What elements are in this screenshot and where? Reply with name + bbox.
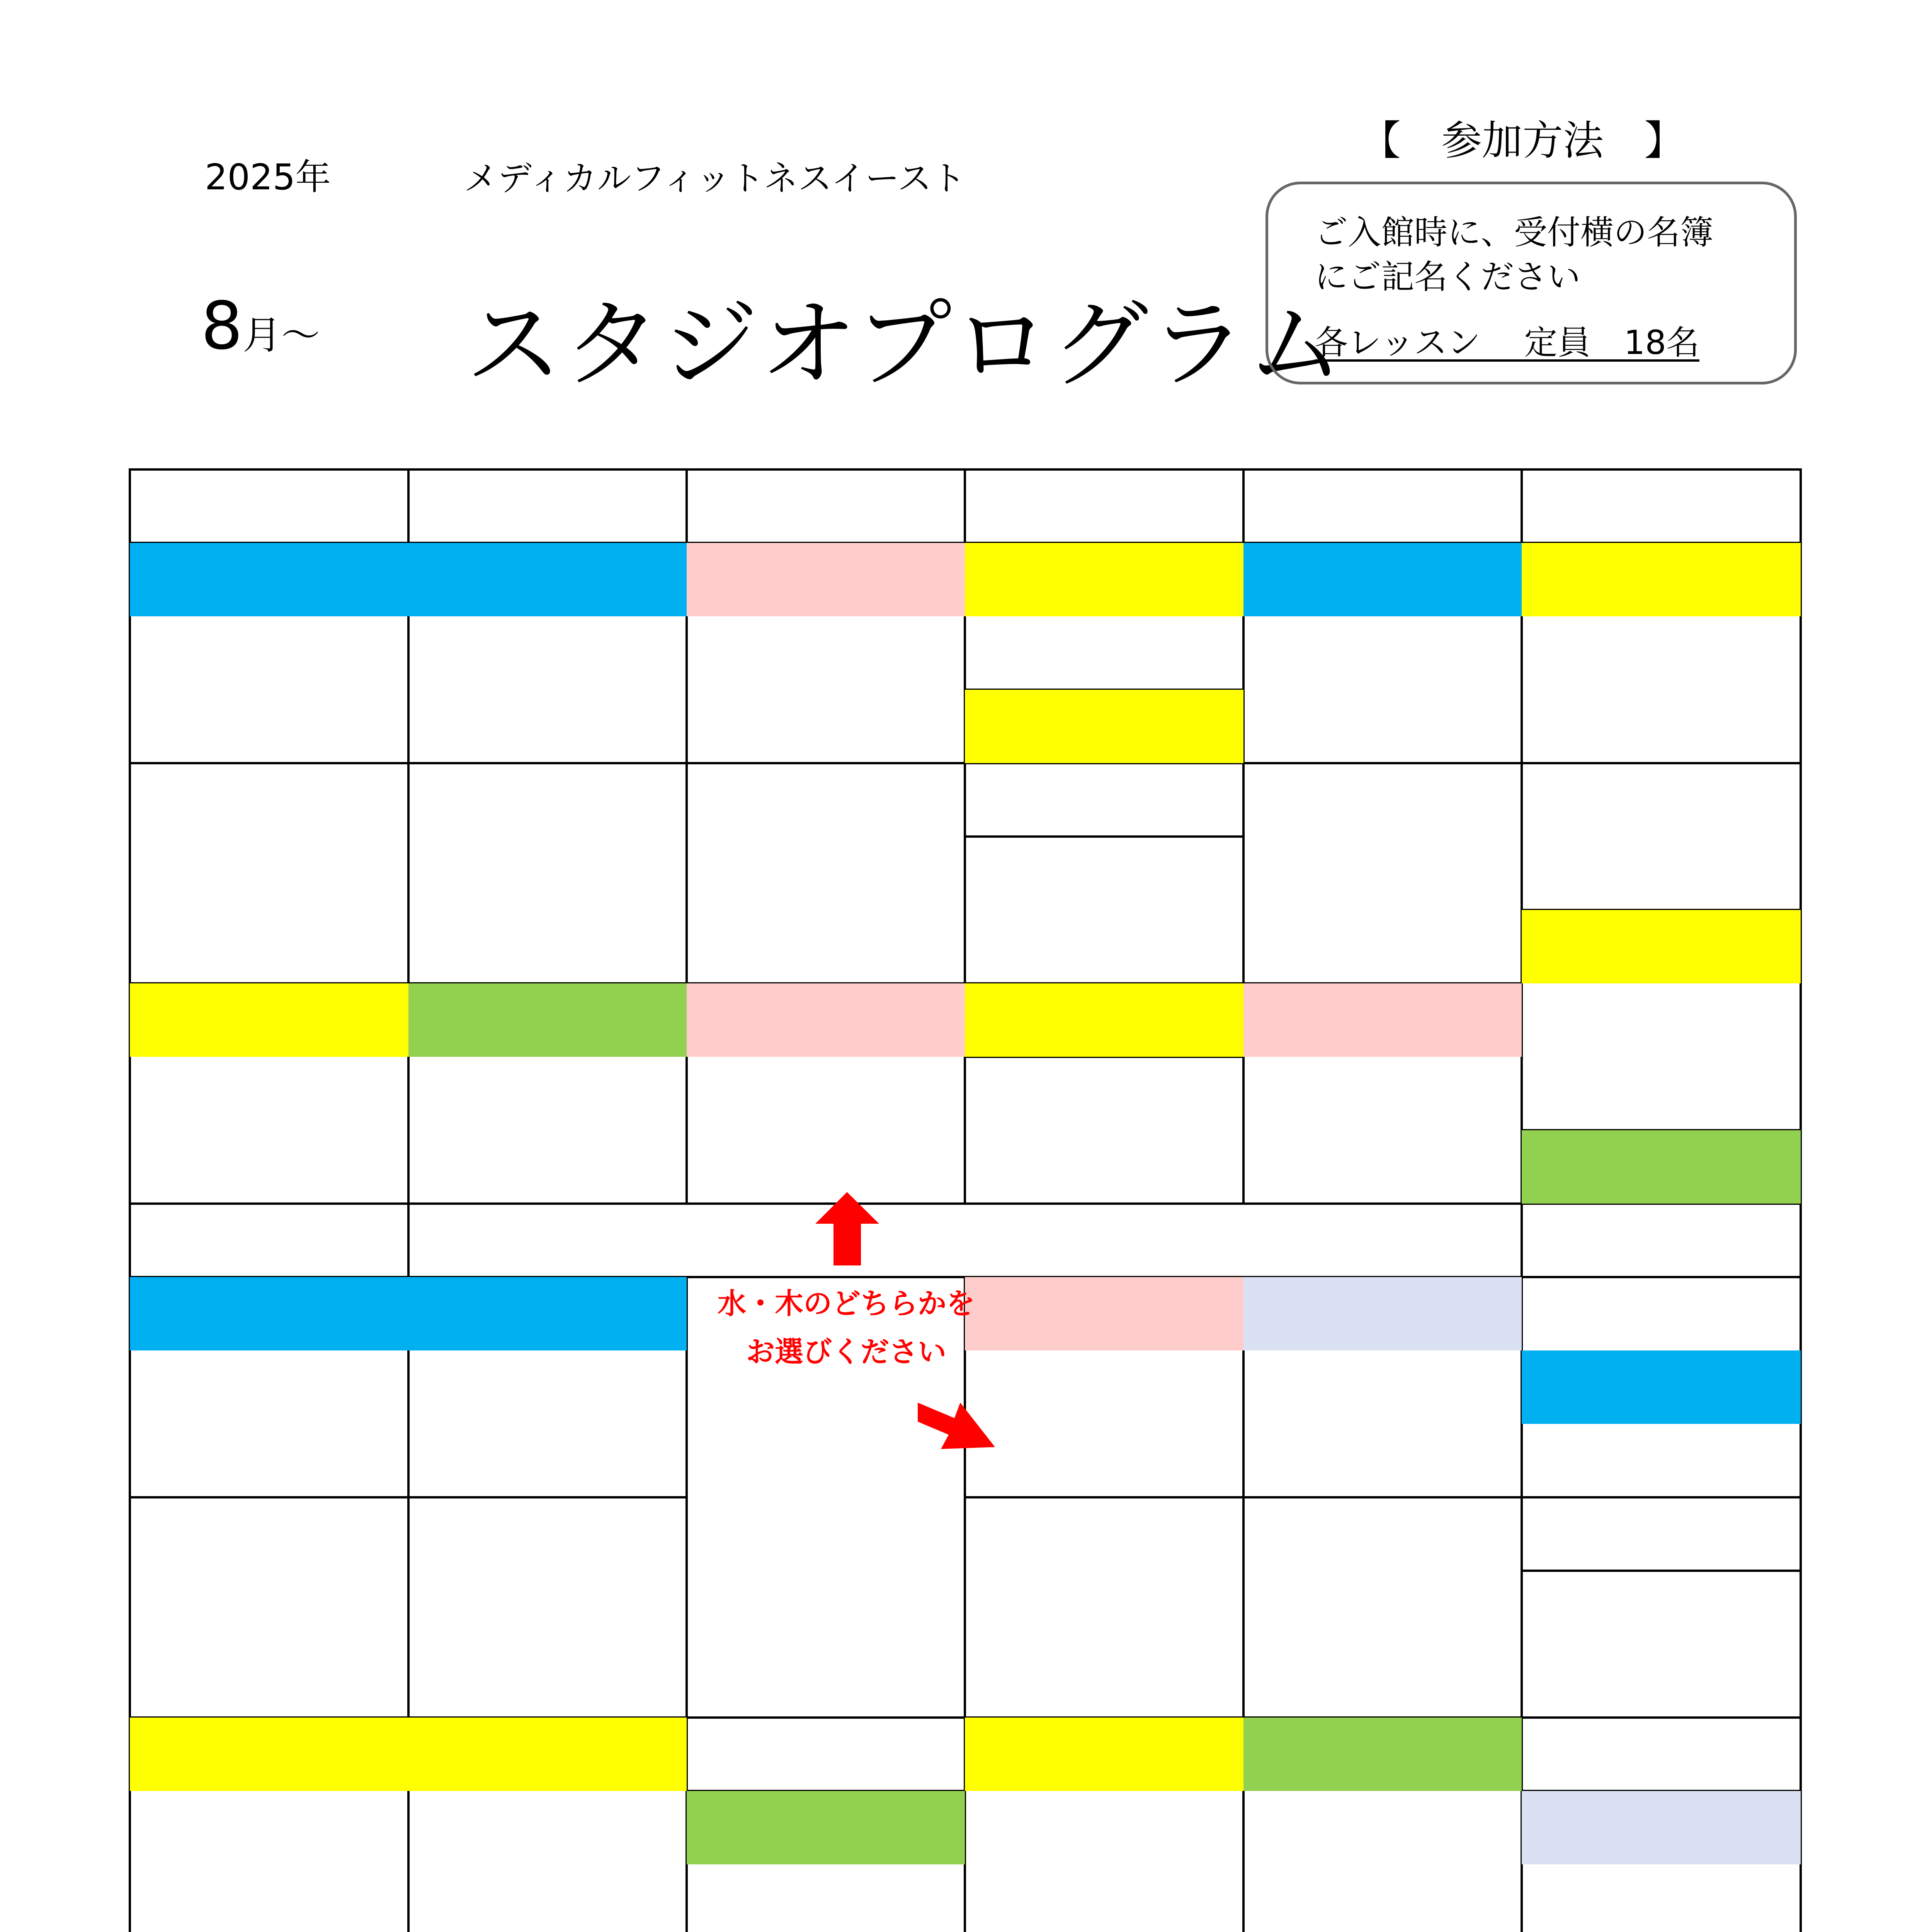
- lesson-name: [130, 1277, 408, 1350]
- lesson-time: [130, 1057, 408, 1130]
- month-number: 8: [201, 288, 243, 364]
- schedule-cell: [1521, 1716, 1802, 1792]
- lesson-time: [965, 616, 1243, 690]
- up-arrow-icon: [815, 1192, 879, 1265]
- schedule-cell: [964, 835, 1245, 985]
- lesson-time: [687, 1057, 965, 1130]
- lesson-time: [1522, 1864, 1801, 1932]
- lesson-name: [1522, 543, 1801, 616]
- lesson-time: [408, 1791, 687, 1864]
- schedule-cell: [1242, 1496, 1523, 1719]
- participation-line1: ご入館時に、受付横の名簿: [1315, 213, 1713, 252]
- lesson-name: [1522, 1350, 1801, 1424]
- lesson-name: [965, 543, 1243, 616]
- schedule-cell: [129, 1496, 410, 1719]
- diagonal-arrow-icon: [918, 1385, 995, 1453]
- lesson-time: [130, 1350, 408, 1424]
- participation-line2: にご記名ください: [1315, 258, 1580, 296]
- lesson-instructor: [130, 690, 408, 763]
- schedule-cell: [964, 1496, 1245, 1719]
- lesson-name: [965, 983, 1243, 1057]
- lesson-instructor: [130, 1424, 408, 1497]
- lesson-name: [130, 543, 408, 616]
- lesson-time: [1243, 1057, 1522, 1130]
- lesson-time: [1522, 983, 1801, 1057]
- lesson-name: [130, 983, 408, 1057]
- day-header: [965, 469, 1243, 543]
- lesson-name: [408, 1277, 687, 1350]
- lesson-time: [965, 1350, 1243, 1424]
- lesson-name: [965, 1277, 1243, 1350]
- lesson-instructor: [965, 1864, 1243, 1932]
- lesson-name: [687, 1791, 965, 1864]
- lesson-time: [1243, 616, 1522, 690]
- participation-title: 【 参加方法 】: [1360, 117, 1685, 164]
- lesson-instructor: [1522, 1057, 1801, 1130]
- lesson-time: [687, 1864, 965, 1932]
- lesson-name: [1243, 1277, 1522, 1350]
- lesson-instructor: [1243, 1130, 1522, 1204]
- lesson-instructor: [1522, 1277, 1801, 1350]
- day-header: [687, 469, 965, 543]
- lesson-instructor: [1243, 690, 1522, 763]
- day-header: [408, 469, 687, 543]
- lesson-time: [965, 1057, 1243, 1130]
- lesson-name: [1243, 983, 1522, 1057]
- lesson-time: [965, 1791, 1243, 1864]
- schedule-cell: [407, 1202, 1523, 1278]
- lesson-instructor: [130, 1864, 408, 1932]
- lesson-instructor: [130, 1130, 408, 1204]
- schedule-cell: [407, 1496, 688, 1719]
- schedule-cell: [129, 1202, 410, 1278]
- lesson-time: [1522, 1204, 1801, 1277]
- lesson-time: [687, 616, 965, 690]
- lesson-time: [965, 763, 1243, 837]
- choice-note-line2: お選びください: [746, 1335, 946, 1369]
- lesson-instructor: [687, 690, 965, 763]
- lesson-name: [687, 983, 965, 1057]
- lesson-name: [1522, 910, 1801, 983]
- schedule-cell: [1521, 1570, 1802, 1719]
- lesson-instructor: [408, 1130, 687, 1204]
- lesson-name: [965, 690, 1243, 763]
- page-title: スタジオプログラム: [466, 288, 1345, 401]
- lesson-name: [1522, 1130, 1801, 1204]
- lesson-name: [1522, 1791, 1801, 1864]
- day-header: [1522, 469, 1801, 543]
- lesson-name: [687, 543, 965, 616]
- schedule-cell: [129, 762, 410, 985]
- lesson-time: [130, 616, 408, 690]
- lesson-instructor: [965, 1130, 1243, 1204]
- lesson-time: [1243, 1791, 1522, 1864]
- schedule-cell: [1521, 762, 1802, 911]
- choice-note-line1: 水・木のどちらかを: [718, 1287, 975, 1320]
- lesson-name: [408, 1718, 687, 1791]
- month-suffix: 月～: [243, 313, 320, 358]
- gym-header: メディカルフィットネスイースト: [464, 158, 966, 198]
- lesson-time: [130, 1791, 408, 1864]
- lesson-instructor: [965, 1424, 1243, 1497]
- lesson-instructor: [1522, 1497, 1801, 1571]
- lesson-name: [1243, 1718, 1522, 1791]
- schedule-cell: [685, 1716, 966, 1792]
- year: 2025年: [205, 156, 331, 198]
- capacity-note: 各レッスン 定員 18名: [1315, 323, 1699, 362]
- lesson-time: [1522, 616, 1801, 690]
- lesson-name: [130, 1718, 408, 1791]
- lesson-instructor: [1243, 1864, 1522, 1932]
- lesson-time: [408, 1057, 687, 1130]
- lesson-instructor: [1243, 1424, 1522, 1497]
- lesson-name: [1243, 543, 1522, 616]
- day-header: [1243, 469, 1522, 543]
- lesson-name: [965, 1718, 1243, 1791]
- lesson-time: [408, 616, 687, 690]
- schedule-cell: [407, 762, 688, 985]
- lesson-instructor: [408, 1424, 687, 1497]
- lesson-instructor: [408, 690, 687, 763]
- schedule-cell: [1242, 762, 1523, 985]
- lesson-time: [1522, 1424, 1801, 1497]
- lesson-time: [408, 1350, 687, 1424]
- day-header: [130, 469, 408, 543]
- lesson-instructor: [1522, 690, 1801, 763]
- schedule-cell: [685, 762, 966, 985]
- lesson-name: [408, 543, 687, 616]
- lesson-time: [1243, 1350, 1522, 1424]
- lesson-instructor: [408, 1864, 687, 1932]
- lesson-name: [408, 983, 687, 1057]
